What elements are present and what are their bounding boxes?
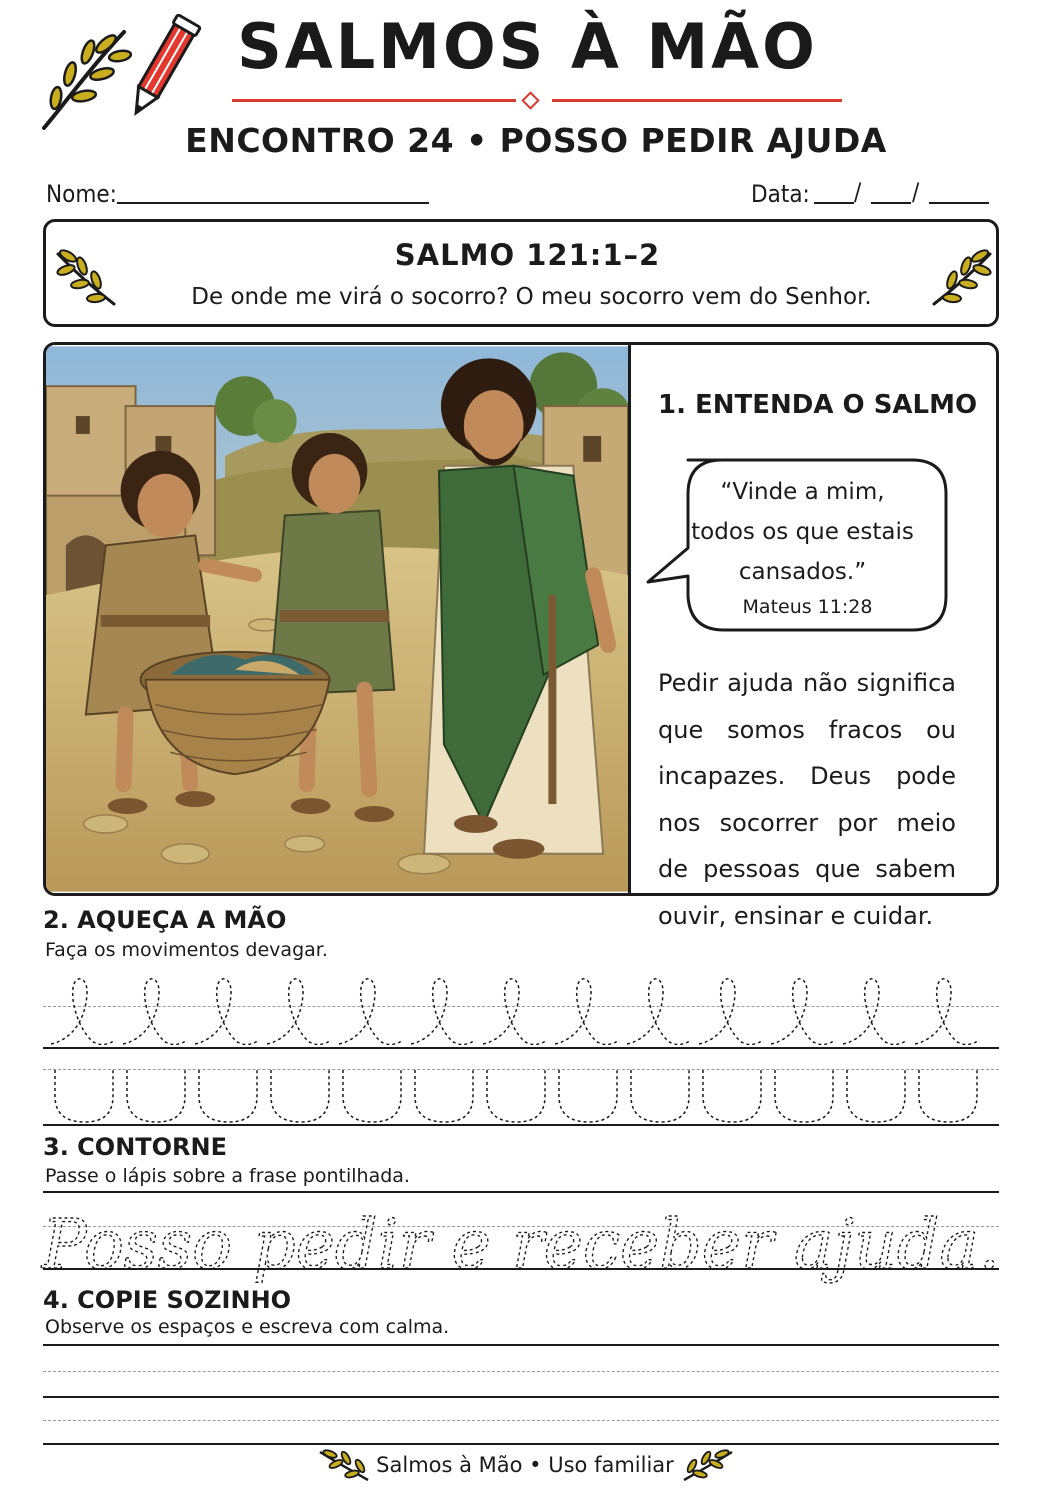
title-rule-right (552, 99, 842, 102)
section3-subtitle: Passe o lápis sobre a frase pontilhada. (45, 1165, 410, 1187)
title-rule-left (232, 99, 516, 102)
u-curve-stroke[interactable] (127, 1070, 185, 1122)
svg-text:Posso pedir e receber ajuda.: Posso pedir e receber ajuda. (40, 1206, 1000, 1285)
date-separator: / (912, 178, 920, 206)
u-curve-stroke[interactable] (703, 1070, 761, 1122)
loop-stroke[interactable] (411, 979, 475, 1045)
date-separator: / (854, 178, 862, 206)
loop-stroke[interactable] (339, 979, 403, 1045)
psalm-text: De onde me virá o socorro? O meu socorro vem do Senhor. (191, 284, 872, 310)
u-curve-stroke[interactable] (55, 1070, 113, 1122)
psalm-box (43, 219, 999, 327)
date-day-field[interactable] (814, 202, 854, 204)
section4-title: 4. COPIE SOZINHO (43, 1286, 292, 1314)
u-curve-stroke[interactable] (415, 1070, 473, 1122)
loop-tracing-row[interactable] (43, 966, 1003, 1050)
trace-phrase[interactable] (40, 1188, 1005, 1298)
u-curve-stroke[interactable] (919, 1070, 977, 1122)
section1-body: Pedir ajuda não significa que somos fracos ou incapazes. Deus pode nos socorrer por meio de pessoas que sabem ouvir, ensinar e cuidar. (658, 669, 956, 930)
u-curve-stroke[interactable] (343, 1070, 401, 1122)
name-label: Nome: (46, 180, 117, 208)
page-subtitle: ENCONTRO 24 • POSSO PEDIR AJUDA (185, 121, 887, 160)
date-year-field[interactable] (929, 202, 989, 204)
loop-stroke[interactable] (699, 979, 763, 1045)
date-label: Data: (751, 180, 810, 208)
copy-line[interactable] (43, 1396, 999, 1398)
section1-title: 1. ENTENDA O SALMO (658, 390, 978, 420)
bubble-line: cansados.” (738, 559, 867, 585)
loop-stroke[interactable] (483, 979, 547, 1045)
copy-line[interactable] (43, 1443, 999, 1445)
u-curve-stroke[interactable] (847, 1070, 905, 1122)
u-curve-tracing-row[interactable] (43, 1066, 1003, 1126)
section2-subtitle: Faça os movimentos devagar. (45, 939, 328, 961)
diamond-ornament (521, 91, 539, 109)
psalm-reference: SALMO 121:1–2 (394, 238, 661, 272)
olive-branch-icon (680, 1448, 736, 1484)
section2-title: 2. AQUEÇA A MÃO (43, 906, 287, 934)
loop-stroke[interactable] (123, 979, 187, 1045)
bubble-quote (690, 472, 915, 592)
u-curve-stroke[interactable] (775, 1070, 833, 1122)
loop-stroke[interactable] (195, 979, 259, 1045)
bubble-reference: Mateus 11:28 (742, 596, 873, 618)
bubble-line: “Vinde a mim, (720, 479, 885, 505)
u-curve-stroke[interactable] (199, 1070, 257, 1122)
u-curve-stroke[interactable] (271, 1070, 329, 1122)
loop-stroke[interactable] (267, 979, 331, 1045)
guide-line (43, 1371, 999, 1372)
bubble-line: todos os que estais (691, 519, 914, 545)
u-curve-stroke[interactable] (631, 1070, 689, 1122)
section4-subtitle: Observe os espaços e escreva com calma. (45, 1316, 450, 1338)
loop-stroke[interactable] (627, 979, 691, 1045)
loop-stroke[interactable] (771, 979, 835, 1045)
loop-stroke[interactable] (915, 979, 979, 1045)
guide-line (43, 1420, 999, 1421)
loop-stroke[interactable] (51, 979, 115, 1045)
date-month-field[interactable] (871, 202, 911, 204)
loop-stroke[interactable] (843, 979, 907, 1045)
footer-text: Salmos à Mão • Uso familiar (376, 1453, 674, 1477)
u-curve-stroke[interactable] (487, 1070, 545, 1122)
section3-title: 3. CONTORNE (43, 1133, 228, 1161)
loop-stroke[interactable] (555, 979, 619, 1045)
copy-line[interactable] (43, 1344, 999, 1346)
page-title: SALMOS À MÃO (237, 10, 818, 83)
illustration-jesus-with-children (46, 345, 631, 893)
u-curve-stroke[interactable] (559, 1070, 617, 1122)
name-field[interactable] (117, 202, 429, 204)
